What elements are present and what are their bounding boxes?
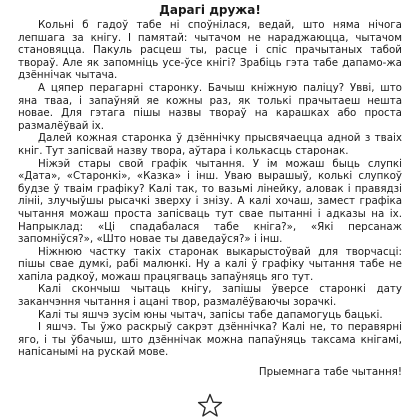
paragraph-reading-chart: Ніжэй стары свой графік чытання. У ім можаш быць слупкі «Дата», «Старонкі», «Казка» і інш. Уваю вырашыў, колькі слупкоў будзе ў тваім графіку? Калі так, то вазьмі лінейку, аловак і правядзі лініі, злучыўшы рысачкі зверху і знізу. А калі хочаш, замест графіка чытання можаш проста запісваць тут свае пытанні і адказы на іх. Напрыклад: «Ці спадабалася табе кніга?», «Які персанаж запомніўся?», «Што новае ты даведаўся?» і інш. (18, 157, 402, 246)
paragraph-parents: Калі ты яшчэ зусім юны чытач, запісы табе дапамогуць бацькі. (38, 308, 383, 321)
paragraph-intro: Кольні б гадоў табе ні споўнілася, ведай, што няма нічога лепшага за кнігу. І памятай: чытачом не нараджаюцца, чытачом становяцца. Пакуль расцеш ты, расце і спіс прачытаных табой твораў. Але як запомніць усе-ўсе кнігі? Зрабіць гэта табе дапамо-жа дзённічак чытача. (18, 19, 402, 82)
paragraph-book-pages: Далей кожная старонка ў дзённічку прысвячаецца адной з тваіх кніг. Тут запісвай назву твора, аўтара і колькасць старонак. (18, 132, 402, 157)
paragraph-secret: І яшчэ. Ты ўжо раскрыў сакрэт дзённічка? Калі не, то перавярні яго, і ты ўбачыш, што дзённічак можна папаўняць таксама кнігамі, напісанымі на рускай мове. (18, 321, 402, 359)
star-icon (197, 393, 223, 418)
closing-line: Прыемнага табе чытання! (258, 366, 402, 379)
star-outline-shape (199, 395, 222, 416)
paragraph-bookshelf: А цяпер перагарні старонку. Бачыш кніжную паліцу? Увві, што яна тваа, і запаўняй яе кожны раз, як толькі прачытаеш нешта новае. Для гэтага пішы назвы твораў на карашках або проста размалёўвай іх. (18, 81, 402, 132)
paragraph-creativity: Ніжнюю частку такіх старонак выкарыстоўвай для творчасці: пішы свае думкі, рабі малюнкі. Ну а калі ў графіку чытання табе не хапіла радкоў, можаш працягваць запаўняць яго тут. (18, 245, 402, 283)
paragraph-rating: Калі скончыш чытаць кнігу, запішы ўверсе старонкі дату заканчэння чытання і ацані твор, размалёўваючы зорачкі. (18, 283, 402, 309)
page-title: Дарагі дружа! (159, 3, 261, 17)
